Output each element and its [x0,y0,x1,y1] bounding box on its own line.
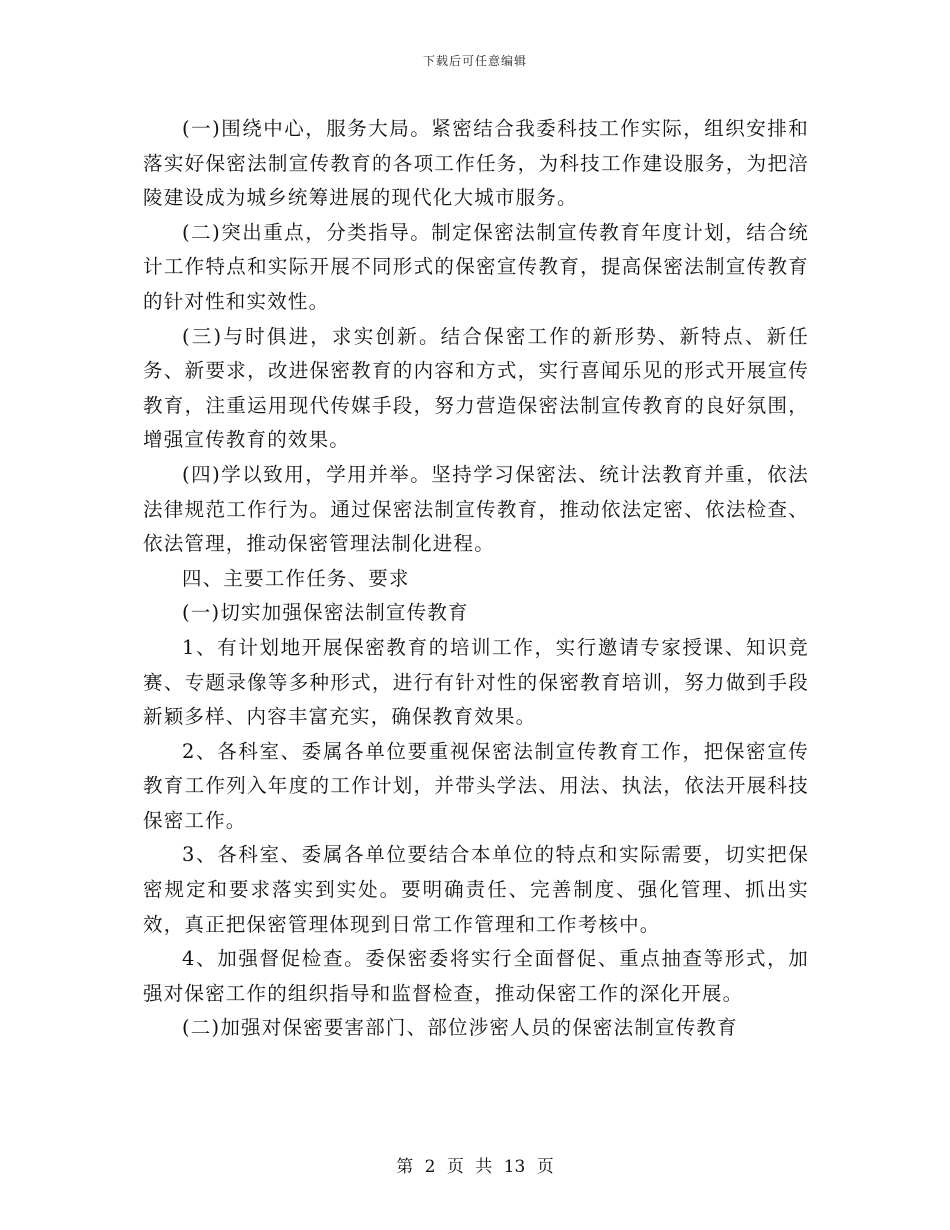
paragraph-4: (四)学以致用，学用并举。坚持学习保密法、统计法教育并重，依法法律规范工作行为。通过保密法制宣传教育，推动依法定密、依法检查、依法管理，推动保密管理法制化进程。 [143,462,809,556]
paragraph-item-2: 2、各科室、委属各单位要重视保密法制宣传教育工作，把保密宣传教育工作列入年度的工作计划，并带头学法、用法、执法，依法开展科技保密工作。 [143,739,809,832]
page-header: 下载后可任意编辑 [422,54,527,68]
paragraph-2: (二)突出重点，分类指导。制定保密法制宣传教育年度计划，结合统计工作特点和实际开展不同形式的保密宣传教育，提高保密法制宣传教育的针对性和实效性。 [143,220,809,313]
subsection-heading-2: (二)加强对保密要害部门、部位涉密人员的保密法制宣传教育 [182,1016,738,1040]
subsection-heading-1: (一)切实加强保密法制宣传教育 [182,601,469,625]
paragraph-item-1: 1、有计划地开展保密教育的培训工作，实行邀请专家授课、知识竞赛、专题录像等多种形式，进行有针对性的保密教育培训，努力做到手段新颖多样、内容丰富充实，确保教育效果。 [143,635,809,729]
page-footer-page-number: 第 2 页 共 13 页 [396,1157,554,1177]
paragraph-item-4: 4、加强督促检查。委保密委将实行全面督促、重点抽查等形式，加强对保密工作的组织指导和监督检查，推动保密工作的深化开展。 [143,947,809,1005]
paragraph-3: (三)与时俱进，求实创新。结合保密工作的新形势、新特点、新任务、新要求，改进保密教育的内容和方式，实行喜闻乐见的形式开展宣传教育，注重运用现代传媒手段，努力营造保密法制宣传教育的良好氛围，增强宣传教育的效果。 [143,324,809,452]
document-body [143,112,809,1046]
paragraph-item-3: 3、各科室、委属各单位要结合本单位的特点和实际需要，切实把保密规定和要求落实到实处。要明确责任、完善制度、强化管理、抓出实效，真正把保密管理体现到日常工作管理和工作考核中。 [143,843,809,936]
paragraph-1: (一)围绕中心，服务大局。紧密结合我委科技工作实际，组织安排和落实好保密法制宣传教育的各项工作任务，为科技工作建设服务，为把涪陵建设成为城乡统筹进展的现代化大城市服务。 [143,117,809,210]
section-heading-4: 四、主要工作任务、要求 [182,566,410,590]
